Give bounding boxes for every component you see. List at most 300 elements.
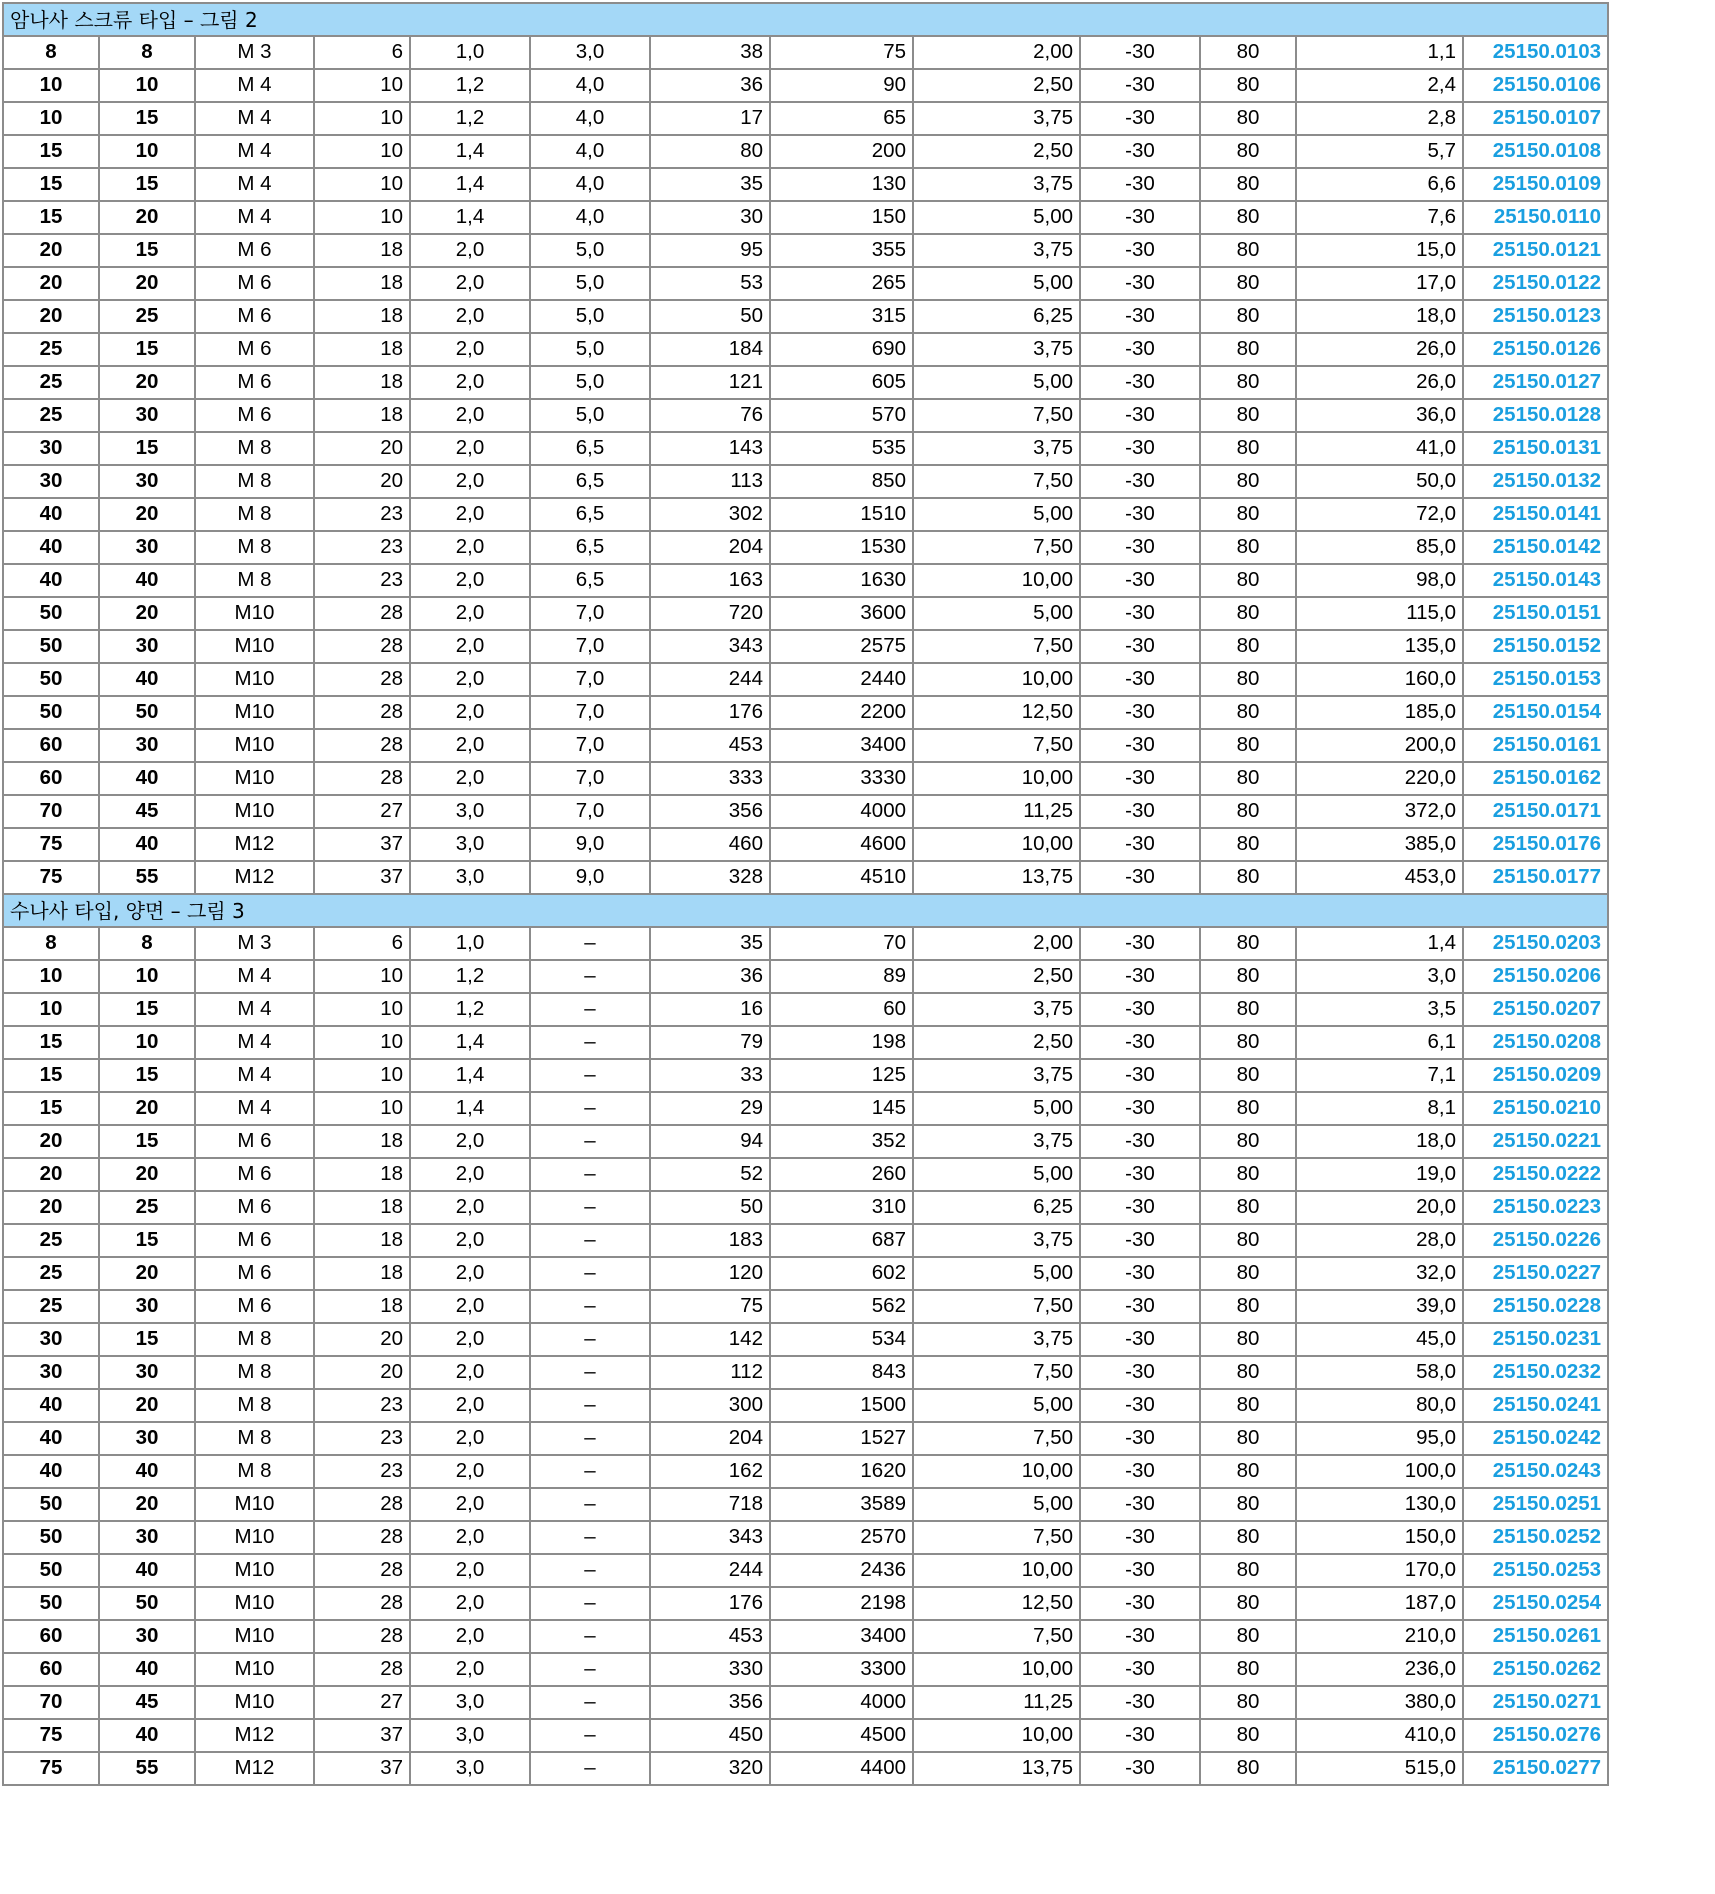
shear-load-cell: 200	[770, 135, 913, 168]
t-value-cell: –	[530, 1092, 650, 1125]
thread-length-cell: 18	[314, 399, 410, 432]
section-title: 수나사 타입, 양면 – 그림 3	[3, 894, 1608, 927]
s-value-cell: 1,0	[410, 927, 530, 960]
weight-cell: 6,1	[1296, 1026, 1463, 1059]
weight-cell: 15,0	[1296, 234, 1463, 267]
thread-size-cell: M 6	[195, 234, 314, 267]
weight-cell: 170,0	[1296, 1554, 1463, 1587]
s-value-cell: 2,0	[410, 333, 530, 366]
weight-cell: 45,0	[1296, 1323, 1463, 1356]
compression-load-cell: 38	[650, 36, 770, 69]
shear-load-cell: 4400	[770, 1752, 913, 1785]
t-value-cell: 3,0	[530, 36, 650, 69]
h-value-cell: 20	[99, 1389, 195, 1422]
deflection-cell: 3,75	[913, 1125, 1080, 1158]
weight-cell: 200,0	[1296, 729, 1463, 762]
deflection-cell: 10,00	[913, 1455, 1080, 1488]
deflection-cell: 7,50	[913, 1521, 1080, 1554]
article-number-cell[interactable]: 25150.0231	[1463, 1323, 1608, 1356]
d-value-cell: 40	[3, 1422, 99, 1455]
min-temp-cell: -30	[1080, 960, 1200, 993]
s-value-cell: 2,0	[410, 1521, 530, 1554]
table-row	[3, 1224, 1608, 1257]
min-temp-cell: -30	[1080, 498, 1200, 531]
thread-length-cell: 10	[314, 135, 410, 168]
d-value-cell: 25	[3, 1257, 99, 1290]
article-number-cell[interactable]: 25150.0161	[1463, 729, 1608, 762]
article-number-cell[interactable]: 25150.0203	[1463, 927, 1608, 960]
article-number-cell[interactable]: 25150.0221	[1463, 1125, 1608, 1158]
h-value-cell: 40	[99, 828, 195, 861]
article-number-cell[interactable]: 25150.0177	[1463, 861, 1608, 894]
h-value-cell: 20	[99, 1158, 195, 1191]
weight-cell: 41,0	[1296, 432, 1463, 465]
s-value-cell: 2,0	[410, 1257, 530, 1290]
thread-length-cell: 28	[314, 729, 410, 762]
deflection-cell: 12,50	[913, 1587, 1080, 1620]
compression-load-cell: 204	[650, 531, 770, 564]
t-value-cell: 4,0	[530, 168, 650, 201]
max-temp-cell: 80	[1200, 1059, 1296, 1092]
max-temp-cell: 80	[1200, 1752, 1296, 1785]
compression-load-cell: 320	[650, 1752, 770, 1785]
h-value-cell: 30	[99, 1620, 195, 1653]
h-value-cell: 45	[99, 795, 195, 828]
article-number-cell[interactable]: 25150.0226	[1463, 1224, 1608, 1257]
thread-length-cell: 23	[314, 1389, 410, 1422]
min-temp-cell: -30	[1080, 1752, 1200, 1785]
thread-length-cell: 28	[314, 696, 410, 729]
s-value-cell: 3,0	[410, 828, 530, 861]
deflection-cell: 11,25	[913, 1686, 1080, 1719]
compression-load-cell: 95	[650, 234, 770, 267]
min-temp-cell: -30	[1080, 234, 1200, 267]
s-value-cell: 1,4	[410, 135, 530, 168]
weight-cell: 80,0	[1296, 1389, 1463, 1422]
thread-length-cell: 18	[314, 333, 410, 366]
weight-cell: 453,0	[1296, 861, 1463, 894]
shear-load-cell: 843	[770, 1356, 913, 1389]
thread-size-cell: M10	[195, 597, 314, 630]
compression-load-cell: 163	[650, 564, 770, 597]
max-temp-cell: 80	[1200, 1257, 1296, 1290]
article-number-cell[interactable]: 25150.0108	[1463, 135, 1608, 168]
t-value-cell: –	[530, 927, 650, 960]
d-value-cell: 75	[3, 861, 99, 894]
article-number-cell[interactable]: 25150.0262	[1463, 1653, 1608, 1686]
table-row	[3, 1389, 1608, 1422]
weight-cell: 7,1	[1296, 1059, 1463, 1092]
s-value-cell: 2,0	[410, 498, 530, 531]
deflection-cell: 7,50	[913, 729, 1080, 762]
t-value-cell: –	[530, 1224, 650, 1257]
thread-length-cell: 10	[314, 69, 410, 102]
compression-load-cell: 176	[650, 1587, 770, 1620]
shear-load-cell: 3330	[770, 762, 913, 795]
max-temp-cell: 80	[1200, 1587, 1296, 1620]
article-number-cell[interactable]: 25150.0243	[1463, 1455, 1608, 1488]
min-temp-cell: -30	[1080, 1719, 1200, 1752]
compression-load-cell: 176	[650, 696, 770, 729]
thread-length-cell: 18	[314, 1125, 410, 1158]
max-temp-cell: 80	[1200, 366, 1296, 399]
article-number-cell[interactable]: 25150.0171	[1463, 795, 1608, 828]
article-number-cell[interactable]: 25150.0228	[1463, 1290, 1608, 1323]
h-value-cell: 45	[99, 1686, 195, 1719]
t-value-cell: 4,0	[530, 135, 650, 168]
t-value-cell: 6,5	[530, 432, 650, 465]
article-number-cell[interactable]: 25150.0210	[1463, 1092, 1608, 1125]
table-row	[3, 1059, 1608, 1092]
h-value-cell: 30	[99, 1521, 195, 1554]
thread-size-cell: M 8	[195, 498, 314, 531]
article-number-cell[interactable]: 25150.0131	[1463, 432, 1608, 465]
compression-load-cell: 33	[650, 1059, 770, 1092]
table-row	[3, 1653, 1608, 1686]
article-number-cell[interactable]: 25150.0241	[1463, 1389, 1608, 1422]
article-number-cell[interactable]: 25150.0151	[1463, 597, 1608, 630]
compression-load-cell: 36	[650, 69, 770, 102]
article-number-cell[interactable]: 25150.0143	[1463, 564, 1608, 597]
thread-size-cell: M 4	[195, 1059, 314, 1092]
s-value-cell: 1,2	[410, 102, 530, 135]
thread-length-cell: 10	[314, 201, 410, 234]
h-value-cell: 30	[99, 399, 195, 432]
d-value-cell: 10	[3, 993, 99, 1026]
article-number-cell[interactable]: 25150.0121	[1463, 234, 1608, 267]
table-row	[3, 1092, 1608, 1125]
weight-cell: 185,0	[1296, 696, 1463, 729]
min-temp-cell: -30	[1080, 729, 1200, 762]
shear-load-cell: 130	[770, 168, 913, 201]
thread-size-cell: M 4	[195, 69, 314, 102]
d-value-cell: 50	[3, 597, 99, 630]
d-value-cell: 75	[3, 1752, 99, 1785]
compression-load-cell: 79	[650, 1026, 770, 1059]
weight-cell: 85,0	[1296, 531, 1463, 564]
max-temp-cell: 80	[1200, 531, 1296, 564]
table-row	[3, 69, 1608, 102]
thread-size-cell: M 3	[195, 36, 314, 69]
shear-load-cell: 315	[770, 300, 913, 333]
min-temp-cell: -30	[1080, 993, 1200, 1026]
deflection-cell: 5,00	[913, 1257, 1080, 1290]
compression-load-cell: 343	[650, 1521, 770, 1554]
thread-size-cell: M 4	[195, 135, 314, 168]
article-number-cell[interactable]: 25150.0222	[1463, 1158, 1608, 1191]
h-value-cell: 55	[99, 861, 195, 894]
min-temp-cell: -30	[1080, 1488, 1200, 1521]
s-value-cell: 1,4	[410, 201, 530, 234]
thread-length-cell: 10	[314, 168, 410, 201]
thread-length-cell: 18	[314, 300, 410, 333]
thread-length-cell: 28	[314, 1620, 410, 1653]
thread-length-cell: 6	[314, 36, 410, 69]
s-value-cell: 2,0	[410, 465, 530, 498]
compression-load-cell: 120	[650, 1257, 770, 1290]
min-temp-cell: -30	[1080, 201, 1200, 234]
t-value-cell: 4,0	[530, 102, 650, 135]
article-number-cell[interactable]: 25150.0127	[1463, 366, 1608, 399]
table-row	[3, 465, 1608, 498]
article-number-cell[interactable]: 25150.0126	[1463, 333, 1608, 366]
d-value-cell: 60	[3, 729, 99, 762]
thread-size-cell: M12	[195, 1752, 314, 1785]
thread-size-cell: M 6	[195, 267, 314, 300]
article-number-cell[interactable]: 25150.0227	[1463, 1257, 1608, 1290]
s-value-cell: 2,0	[410, 399, 530, 432]
weight-cell: 26,0	[1296, 333, 1463, 366]
article-number-cell[interactable]: 25150.0106	[1463, 69, 1608, 102]
max-temp-cell: 80	[1200, 267, 1296, 300]
min-temp-cell: -30	[1080, 1356, 1200, 1389]
d-value-cell: 25	[3, 399, 99, 432]
t-value-cell: 7,0	[530, 630, 650, 663]
weight-cell: 2,8	[1296, 102, 1463, 135]
t-value-cell: 4,0	[530, 201, 650, 234]
max-temp-cell: 80	[1200, 1026, 1296, 1059]
weight-cell: 8,1	[1296, 1092, 1463, 1125]
article-number-cell[interactable]: 25150.0176	[1463, 828, 1608, 861]
shear-load-cell: 3300	[770, 1653, 913, 1686]
d-value-cell: 8	[3, 927, 99, 960]
compression-load-cell: 36	[650, 960, 770, 993]
article-number-cell[interactable]: 25150.0251	[1463, 1488, 1608, 1521]
deflection-cell: 5,00	[913, 1092, 1080, 1125]
max-temp-cell: 80	[1200, 399, 1296, 432]
table-row	[3, 663, 1608, 696]
table-row	[3, 1026, 1608, 1059]
max-temp-cell: 80	[1200, 1686, 1296, 1719]
shear-load-cell: 2200	[770, 696, 913, 729]
s-value-cell: 1,2	[410, 960, 530, 993]
thread-length-cell: 23	[314, 498, 410, 531]
thread-length-cell: 10	[314, 102, 410, 135]
compression-load-cell: 302	[650, 498, 770, 531]
s-value-cell: 2,0	[410, 1191, 530, 1224]
shear-load-cell: 3589	[770, 1488, 913, 1521]
article-number-cell[interactable]: 25150.0207	[1463, 993, 1608, 1026]
article-number-cell[interactable]: 25150.0132	[1463, 465, 1608, 498]
deflection-cell: 10,00	[913, 1653, 1080, 1686]
article-number-cell[interactable]: 25150.0254	[1463, 1587, 1608, 1620]
table-row	[3, 729, 1608, 762]
max-temp-cell: 80	[1200, 168, 1296, 201]
s-value-cell: 1,2	[410, 993, 530, 1026]
compression-load-cell: 460	[650, 828, 770, 861]
d-value-cell: 40	[3, 564, 99, 597]
t-value-cell: 7,0	[530, 597, 650, 630]
article-number-cell[interactable]: 25150.0154	[1463, 696, 1608, 729]
article-number-cell[interactable]: 25150.0208	[1463, 1026, 1608, 1059]
t-value-cell: 5,0	[530, 399, 650, 432]
s-value-cell: 2,0	[410, 1290, 530, 1323]
article-number-cell[interactable]: 25150.0206	[1463, 960, 1608, 993]
article-number-cell[interactable]: 25150.0253	[1463, 1554, 1608, 1587]
t-value-cell: –	[530, 1389, 650, 1422]
weight-cell: 98,0	[1296, 564, 1463, 597]
max-temp-cell: 80	[1200, 1191, 1296, 1224]
s-value-cell: 3,0	[410, 861, 530, 894]
shear-load-cell: 1630	[770, 564, 913, 597]
deflection-cell: 6,25	[913, 300, 1080, 333]
d-value-cell: 20	[3, 1125, 99, 1158]
deflection-cell: 10,00	[913, 663, 1080, 696]
article-number-cell[interactable]: 25150.0107	[1463, 102, 1608, 135]
thread-size-cell: M12	[195, 828, 314, 861]
compression-load-cell: 17	[650, 102, 770, 135]
h-value-cell: 25	[99, 1191, 195, 1224]
table-row	[3, 861, 1608, 894]
table-row	[3, 630, 1608, 663]
article-number-cell[interactable]: 25150.0141	[1463, 498, 1608, 531]
thread-size-cell: M 6	[195, 1257, 314, 1290]
weight-cell: 18,0	[1296, 300, 1463, 333]
deflection-cell: 7,50	[913, 1356, 1080, 1389]
article-number-cell[interactable]: 25150.0277	[1463, 1752, 1608, 1785]
h-value-cell: 50	[99, 1587, 195, 1620]
article-number-cell[interactable]: 25150.0162	[1463, 762, 1608, 795]
thread-size-cell: M 8	[195, 1455, 314, 1488]
thread-length-cell: 28	[314, 1587, 410, 1620]
deflection-cell: 11,25	[913, 795, 1080, 828]
article-number-cell[interactable]: 25150.0153	[1463, 663, 1608, 696]
h-value-cell: 20	[99, 1092, 195, 1125]
weight-cell: 115,0	[1296, 597, 1463, 630]
thread-size-cell: M 8	[195, 1323, 314, 1356]
h-value-cell: 30	[99, 1290, 195, 1323]
thread-length-cell: 18	[314, 366, 410, 399]
compression-load-cell: 718	[650, 1488, 770, 1521]
d-value-cell: 25	[3, 1290, 99, 1323]
article-number-cell[interactable]: 25150.0232	[1463, 1356, 1608, 1389]
article-number-cell[interactable]: 25150.0128	[1463, 399, 1608, 432]
t-value-cell: 5,0	[530, 267, 650, 300]
table-row	[3, 1323, 1608, 1356]
article-number-cell[interactable]: 25150.0110	[1463, 201, 1608, 234]
s-value-cell: 2,0	[410, 300, 530, 333]
thread-size-cell: M 4	[195, 1026, 314, 1059]
table-row	[3, 366, 1608, 399]
d-value-cell: 20	[3, 267, 99, 300]
weight-cell: 50,0	[1296, 465, 1463, 498]
thread-size-cell: M 6	[195, 300, 314, 333]
max-temp-cell: 80	[1200, 861, 1296, 894]
article-number-cell[interactable]: 25150.0209	[1463, 1059, 1608, 1092]
article-number-cell[interactable]: 25150.0109	[1463, 168, 1608, 201]
max-temp-cell: 80	[1200, 564, 1296, 597]
weight-cell: 39,0	[1296, 1290, 1463, 1323]
shear-load-cell: 4000	[770, 795, 913, 828]
weight-cell: 3,5	[1296, 993, 1463, 1026]
table-row	[3, 1554, 1608, 1587]
shear-load-cell: 145	[770, 1092, 913, 1125]
shear-load-cell: 89	[770, 960, 913, 993]
h-value-cell: 20	[99, 267, 195, 300]
thread-size-cell: M 8	[195, 465, 314, 498]
thread-length-cell: 28	[314, 1488, 410, 1521]
compression-load-cell: 328	[650, 861, 770, 894]
table-row	[3, 1125, 1608, 1158]
thread-length-cell: 28	[314, 663, 410, 696]
article-number-cell[interactable]: 25150.0271	[1463, 1686, 1608, 1719]
compression-load-cell: 450	[650, 1719, 770, 1752]
weight-cell: 385,0	[1296, 828, 1463, 861]
section-title: 암나사 스크류 타입 – 그림 2	[3, 3, 1608, 36]
article-number-cell[interactable]: 25150.0276	[1463, 1719, 1608, 1752]
shear-load-cell: 352	[770, 1125, 913, 1158]
shear-load-cell: 2436	[770, 1554, 913, 1587]
table-row	[3, 102, 1608, 135]
compression-load-cell: 330	[650, 1653, 770, 1686]
min-temp-cell: -30	[1080, 1620, 1200, 1653]
min-temp-cell: -30	[1080, 300, 1200, 333]
deflection-cell: 10,00	[913, 1554, 1080, 1587]
shear-load-cell: 850	[770, 465, 913, 498]
d-value-cell: 20	[3, 1191, 99, 1224]
table-row	[3, 1686, 1608, 1719]
deflection-cell: 10,00	[913, 828, 1080, 861]
d-value-cell: 30	[3, 465, 99, 498]
article-number-cell[interactable]: 25150.0103	[1463, 36, 1608, 69]
d-value-cell: 50	[3, 696, 99, 729]
article-number-cell[interactable]: 25150.0122	[1463, 267, 1608, 300]
compression-load-cell: 16	[650, 993, 770, 1026]
table-row	[3, 1257, 1608, 1290]
thread-length-cell: 20	[314, 465, 410, 498]
s-value-cell: 2,0	[410, 1653, 530, 1686]
table-row	[3, 1587, 1608, 1620]
shear-load-cell: 2440	[770, 663, 913, 696]
d-value-cell: 30	[3, 432, 99, 465]
article-number-cell[interactable]: 25150.0261	[1463, 1620, 1608, 1653]
s-value-cell: 2,0	[410, 1125, 530, 1158]
d-value-cell: 15	[3, 201, 99, 234]
t-value-cell: –	[530, 960, 650, 993]
thread-length-cell: 23	[314, 531, 410, 564]
deflection-cell: 7,50	[913, 630, 1080, 663]
d-value-cell: 15	[3, 135, 99, 168]
deflection-cell: 12,50	[913, 696, 1080, 729]
min-temp-cell: -30	[1080, 1059, 1200, 1092]
t-value-cell: 7,0	[530, 696, 650, 729]
deflection-cell: 5,00	[913, 498, 1080, 531]
weight-cell: 6,6	[1296, 168, 1463, 201]
weight-cell: 2,4	[1296, 69, 1463, 102]
article-number-cell[interactable]: 25150.0223	[1463, 1191, 1608, 1224]
shear-load-cell: 2570	[770, 1521, 913, 1554]
deflection-cell: 5,00	[913, 1389, 1080, 1422]
h-value-cell: 30	[99, 1422, 195, 1455]
thread-size-cell: M 8	[195, 1356, 314, 1389]
t-value-cell: –	[530, 1719, 650, 1752]
article-number-cell[interactable]: 25150.0252	[1463, 1521, 1608, 1554]
t-value-cell: –	[530, 1290, 650, 1323]
article-number-cell[interactable]: 25150.0123	[1463, 300, 1608, 333]
article-number-cell[interactable]: 25150.0142	[1463, 531, 1608, 564]
article-number-cell[interactable]: 25150.0242	[1463, 1422, 1608, 1455]
article-number-cell[interactable]: 25150.0152	[1463, 630, 1608, 663]
h-value-cell: 8	[99, 36, 195, 69]
thread-length-cell: 18	[314, 1257, 410, 1290]
h-value-cell: 15	[99, 1125, 195, 1158]
h-value-cell: 10	[99, 69, 195, 102]
weight-cell: 3,0	[1296, 960, 1463, 993]
deflection-cell: 10,00	[913, 564, 1080, 597]
compression-load-cell: 76	[650, 399, 770, 432]
min-temp-cell: -30	[1080, 1686, 1200, 1719]
table-row	[3, 531, 1608, 564]
